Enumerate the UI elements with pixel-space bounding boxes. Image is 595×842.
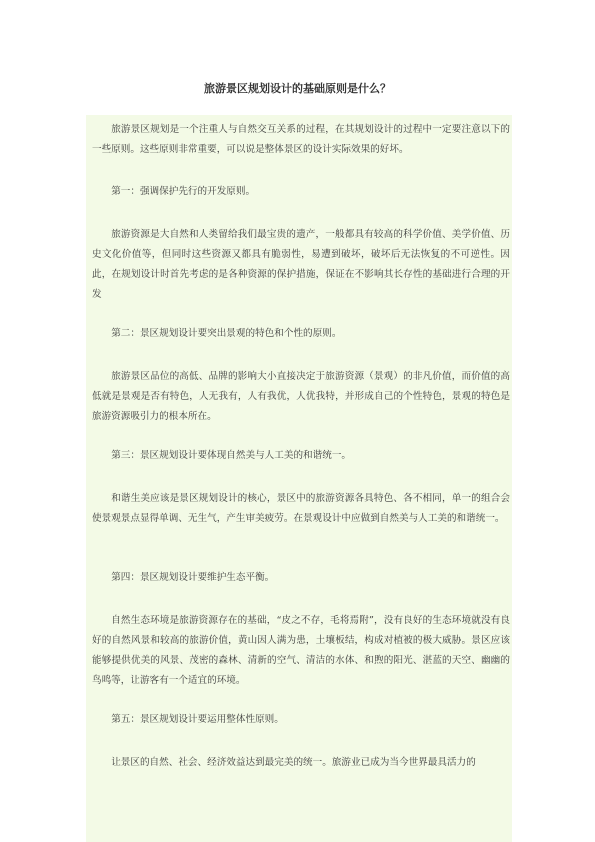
principle-2-paragraph: 旅游景区品位的高低、品牌的影响大小直接决定于旅游资源（景观）的非凡价值，而价值的高低就是景观是否有特色，人无我有，人有我优，人优我特，并形成自己的个性特色，景观的特色是旅游资源吸引力的根本所在。 xyxy=(92,371,510,422)
principle-1-paragraph: 旅游资源是大自然和人类留给我们最宝贵的遗产，一般都具有较高的科学价值、美学价值、历史文化价值等，但同时这些资源又都具有脆弱性，易遭到破坏，破坏后无法恢复的不可逆性。因此，在规划设计时首先考虑的是各种资源的保护措施，保证在不影响其长存性的基础进行合理的开发 xyxy=(92,229,510,300)
principle-5-heading: 第五：景区规划设计要运用整体性原则。 xyxy=(111,714,284,725)
document-title: 旅游景区规划设计的基础原则是什么？ xyxy=(204,82,391,95)
principle-2-heading: 第二：景区规划设计要突出景观的特色和个性的原则。 xyxy=(111,328,342,339)
principle-3-paragraph: 和谐生美应该是景区规划设计的核心，景区中的旅游资源各具特色、各不相同，单一的组合会使景观景点显得单调、无生气，产生审美疲劳。在景观设计中应做到自然美与人工美的和谐统一。 xyxy=(92,493,510,524)
principle-5-paragraph: 让景区的自然、社会、经济效益达到最完美的统一。旅游业已成为当今世界最具活力的 xyxy=(111,757,476,768)
principle-3-heading: 第三：景区规划设计要体现自然美与人工美的和谐统一。 xyxy=(111,450,352,461)
intro-paragraph: 旅游景区规划是一个注重人与自然交互关系的过程，在其规划设计的过程中一定要注意以下的一些原则。这些原则非常重要，可以说是整体景区的设计实际效果的好坏。 xyxy=(92,124,510,155)
document-body xyxy=(86,115,512,842)
principle-4-paragraph: 自然生态环境是旅游资源存在的基础，“皮之不存，毛将焉附”，没有良好的生态环境就没有良好的自然风景和较高的旅游价值，黄山因人满为患，土壤板结，构成对植被的极大威胁。景区应该能够提供优美的风景、茂密的森林、清新的空气、清洁的水体、和煦的阳光、湛蓝的天空、幽幽的鸟鸣等，让游客有一个适宜的环境。 xyxy=(92,615,510,686)
principle-4-heading: 第四：景区规划设计要维护生态平衡。 xyxy=(111,572,275,583)
principle-1-heading: 第一：强调保护先行的开发原则。 xyxy=(111,186,256,197)
